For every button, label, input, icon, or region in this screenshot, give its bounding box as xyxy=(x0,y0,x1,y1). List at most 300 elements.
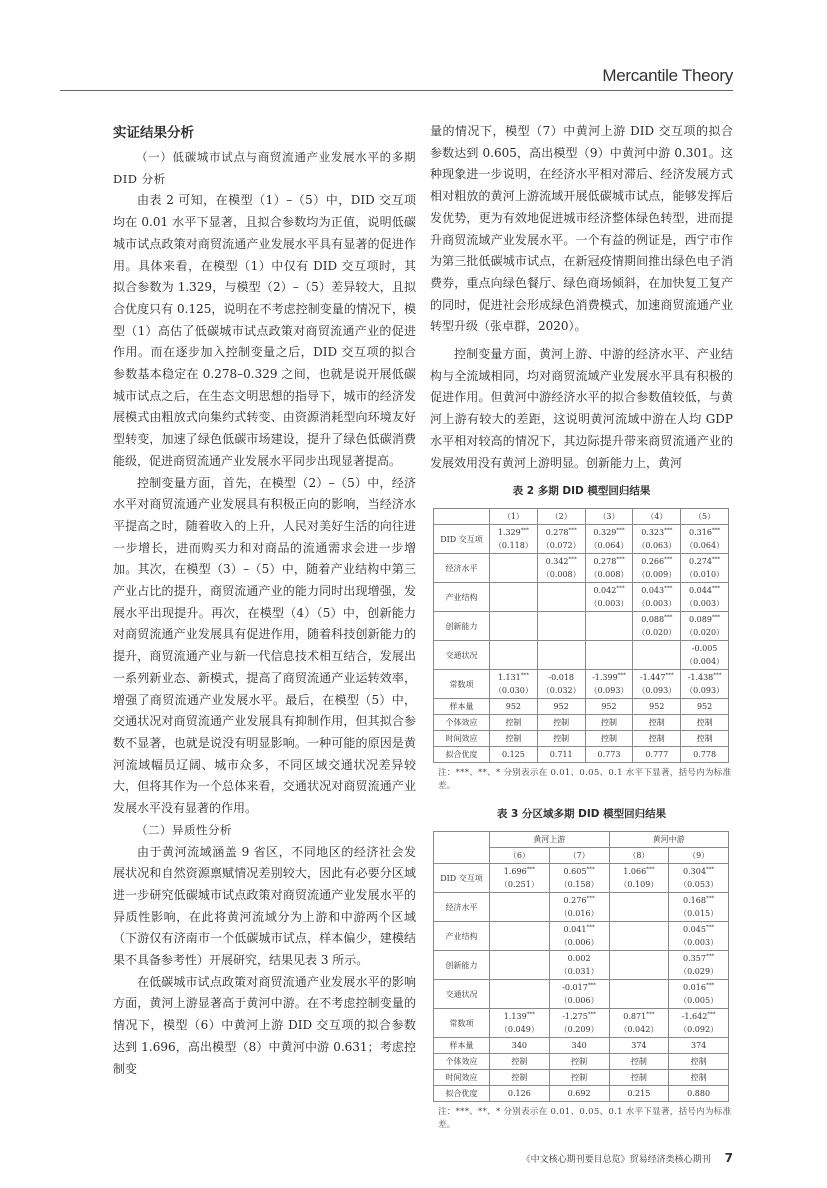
header-corner xyxy=(434,832,490,864)
significance-stars: *** xyxy=(707,1011,716,1018)
row-label: 产业结构 xyxy=(434,922,490,951)
standard-error: （0.093） xyxy=(685,686,725,696)
se-line xyxy=(670,965,727,978)
coef-value: 0.168 xyxy=(683,896,706,906)
stat-cell: 控制 xyxy=(669,1054,729,1070)
significance-stars: *** xyxy=(705,866,715,873)
significance-stars: *** xyxy=(616,527,625,534)
stat-cell: 控制 xyxy=(490,731,538,747)
coef-line xyxy=(539,526,584,539)
se-line xyxy=(587,568,632,581)
se-line xyxy=(682,655,727,668)
coef-cell xyxy=(490,980,550,1009)
coef-value: 0.044 xyxy=(689,586,712,596)
subheading-heterogeneity: （二）异质性分析 xyxy=(136,822,232,837)
se-line xyxy=(539,568,584,581)
se-line xyxy=(551,965,608,978)
standard-error: （0.158） xyxy=(559,880,599,890)
se-line xyxy=(539,684,584,697)
coef-cell xyxy=(549,922,609,951)
significance-stars: *** xyxy=(587,1011,597,1018)
coef-cell xyxy=(681,583,729,612)
significance-stars: *** xyxy=(616,585,625,592)
se-line xyxy=(491,878,548,891)
coef-cell xyxy=(609,980,669,1009)
subheading-multi-period-did: （一）低碳城市试点与商贸流通产业发展水平的多期 DID 分析 xyxy=(113,150,416,186)
table-row xyxy=(434,951,729,980)
se-line xyxy=(491,539,536,552)
stat-cell: 控制 xyxy=(633,731,681,747)
coef-value: -1.642 xyxy=(681,1012,708,1022)
significance-stars: *** xyxy=(664,527,673,534)
coef-cell xyxy=(490,864,550,893)
se-line xyxy=(634,684,679,697)
coef-line xyxy=(682,671,727,684)
table3 xyxy=(433,831,729,1102)
significance-stars: *** xyxy=(520,672,529,679)
coef-value: 0.016 xyxy=(683,983,706,993)
standard-error: （0.093） xyxy=(589,686,629,696)
group-header: 黄河上游 xyxy=(490,832,610,848)
standard-error: （0.020） xyxy=(685,628,725,638)
coef-cell xyxy=(585,525,633,554)
coef-line xyxy=(491,1010,548,1023)
coef-line xyxy=(587,584,632,597)
stat-cell: 340 xyxy=(549,1038,609,1054)
coef-cell xyxy=(490,583,538,612)
coef-value: 1.696 xyxy=(503,867,527,877)
row-label: 交通状况 xyxy=(434,980,490,1009)
coef-cell xyxy=(681,554,729,583)
coef-value: -0.005 xyxy=(691,644,718,654)
table-header-row xyxy=(434,509,729,525)
se-line xyxy=(539,539,584,552)
stat-cell: 0.125 xyxy=(490,747,538,763)
coef-cell xyxy=(490,612,538,641)
paragraph: 量的情况下，模型（7）中黄河上游 DID 交互项的拟合参数达到 0.605，高出模型（9）中黄河中游 0.301。这种现象进一步说明，在经济水平相对滞后、经济发展方式相对粗放的黄河上游流域开展低碳城市试点，能够发挥后发优势，更为有效地促进城市经济整体绿色转型，进而提升商贸流域产业发展水平。一个有益的例证是，西宁市作为第三批低碳城市试点，在新冠疫情期间推出绿色电子消费券，重点向绿色餐厅、绿色商场倾斜，在加快复工复产的同时，促进社会形成绿色消费模式，加速商贸流通产业转型升级（张卓群，2020）。 xyxy=(430,124,733,334)
row-label: DID 交互项 xyxy=(434,525,490,554)
table-row xyxy=(434,554,729,583)
significance-stars: *** xyxy=(665,672,674,679)
column-header: （3） xyxy=(585,509,633,525)
body-columns xyxy=(0,91,827,1132)
significance-stars: *** xyxy=(646,1011,655,1018)
se-line xyxy=(670,994,727,1007)
coef-line xyxy=(682,555,727,568)
table-row xyxy=(434,1070,729,1086)
se-line xyxy=(670,1023,727,1036)
significance-stars: *** xyxy=(526,1011,535,1018)
table-row xyxy=(434,747,729,763)
coef-line xyxy=(539,555,584,568)
se-line xyxy=(587,597,632,610)
coef-cell xyxy=(537,670,585,699)
coef-cell xyxy=(490,893,550,922)
coef-line xyxy=(682,642,727,655)
table2 xyxy=(433,508,729,763)
table-row xyxy=(434,922,729,951)
stat-cell: 0.777 xyxy=(633,747,681,763)
left-column xyxy=(113,121,416,1080)
coef-cell xyxy=(633,583,681,612)
coef-cell xyxy=(585,554,633,583)
coef-value: 1.131 xyxy=(497,673,521,683)
coef-value: 0.089 xyxy=(689,615,712,625)
column-header: （4） xyxy=(633,509,681,525)
se-line xyxy=(551,878,608,891)
coef-cell xyxy=(609,1009,669,1038)
row-label: DID 交互项 xyxy=(434,864,490,893)
se-line xyxy=(670,878,727,891)
se-line xyxy=(611,878,668,891)
se-line xyxy=(634,568,679,581)
standard-error: （0.053） xyxy=(679,880,719,890)
standard-error: （0.015） xyxy=(679,909,719,919)
significance-stars: *** xyxy=(705,953,715,960)
stat-cell: 控制 xyxy=(490,1070,550,1086)
coef-cell xyxy=(633,554,681,583)
coef-value: 1.329 xyxy=(497,528,521,538)
coef-line xyxy=(682,613,727,626)
coef-line xyxy=(587,555,632,568)
significance-stars: *** xyxy=(616,556,625,563)
coef-line xyxy=(634,613,679,626)
coef-line xyxy=(551,923,608,936)
coef-line xyxy=(670,923,727,936)
row-label: 创新能力 xyxy=(434,612,490,641)
header-corner xyxy=(434,509,490,525)
standard-error: （0.003） xyxy=(637,599,677,609)
page-footer xyxy=(0,1150,733,1168)
row-label: 个体效应 xyxy=(434,1054,490,1070)
coef-value: 0.304 xyxy=(683,867,706,877)
coef-value: -1.447 xyxy=(639,673,666,683)
row-label: 样本量 xyxy=(434,699,490,715)
coef-cell xyxy=(490,554,538,583)
standard-error: （0.092） xyxy=(679,1025,719,1035)
coef-line xyxy=(491,671,536,684)
paragraph: 控制变量方面，首先，在模型（2）–（5）中，经济水平对商贸流通产业发展具有积极正向的影响，当经济水平提高之时，随着收入的上升，人民对美好生活的向往进一步增长，进而购买力和对商品的流通需求会进一步增加。其次，在模型（3）–（5）中，随着产业结构中第三产业占比的提升，商贸流通产业的能力同时出现增强，发展水平出现提升。再次，在模型（4）（5）中，创新能力对商贸流通产业发展具有促进作用，随着科技创新能力的提升，商贸流通产业与新一代信息技术相互结合，发展出一系列新业态、新模式，提高了商贸流通产业运转效率，增强了商贸流通产业发展水平。最后，在模型（5）中，交通状况对商贸流通产业发展具有抑制作用，但其拟合参数不显著，也就是说没有明显影响。一种可能的原因是黄河流域幅员辽阔、城市众多，不同区域交通状况差异较大，但将其作为一个总体来看，交通状况对商贸流通产业发展水平没有显著的作用。 xyxy=(113,475,416,816)
coef-cell xyxy=(490,670,538,699)
coef-cell xyxy=(537,641,585,670)
row-label: 经济水平 xyxy=(434,893,490,922)
table2-title: 表 2 多期 DID 模型回归结果 xyxy=(512,485,651,498)
coef-line xyxy=(670,894,727,907)
coef-line xyxy=(670,952,727,965)
coef-line xyxy=(670,1010,727,1023)
coef-line xyxy=(634,584,679,597)
standard-error: （0.042） xyxy=(619,1025,659,1035)
coef-cell xyxy=(549,951,609,980)
stat-cell: 374 xyxy=(669,1038,729,1054)
coef-line xyxy=(634,555,679,568)
coef-value: 0.605 xyxy=(563,867,587,877)
coef-line xyxy=(634,671,679,684)
se-line xyxy=(682,684,727,697)
significance-stars: *** xyxy=(711,527,721,534)
coef-cell xyxy=(609,893,669,922)
coef-cell xyxy=(681,525,729,554)
standard-error: （0.049） xyxy=(499,1025,539,1035)
coef-value: 0.278 xyxy=(545,528,569,538)
coef-line xyxy=(634,526,679,539)
table-row xyxy=(434,699,729,715)
standard-error: （0.004） xyxy=(685,657,725,667)
row-label: 创新能力 xyxy=(434,951,490,980)
significance-stars: *** xyxy=(586,924,595,931)
significance-stars: *** xyxy=(617,672,626,679)
significance-stars: *** xyxy=(705,982,715,989)
column-header: （7） xyxy=(549,848,609,864)
stat-cell: 0.711 xyxy=(537,747,585,763)
coef-cell xyxy=(549,864,609,893)
stat-cell: 控制 xyxy=(681,731,729,747)
coef-line xyxy=(587,671,632,684)
se-line xyxy=(634,597,679,610)
significance-stars: *** xyxy=(586,895,595,902)
page-header xyxy=(0,0,827,91)
coef-value: 0.002 xyxy=(567,954,591,964)
standard-error: （0.008） xyxy=(541,570,581,580)
stat-cell: 0.880 xyxy=(669,1086,729,1102)
coef-cell xyxy=(549,1009,609,1038)
significance-stars: *** xyxy=(646,866,655,873)
coef-line xyxy=(539,671,584,684)
significance-stars: *** xyxy=(664,614,673,621)
coef-line xyxy=(670,865,727,878)
se-line xyxy=(634,539,679,552)
coef-value: 0.342 xyxy=(545,557,569,567)
standard-error: （0.032） xyxy=(541,686,581,696)
coef-value: 0.045 xyxy=(683,925,706,935)
column-header: （2） xyxy=(537,509,585,525)
coef-cell xyxy=(633,525,681,554)
se-line xyxy=(587,539,632,552)
se-line xyxy=(551,936,608,949)
row-label: 拟合优度 xyxy=(434,1086,490,1102)
row-label: 拟合优度 xyxy=(434,747,490,763)
column-header: （1） xyxy=(490,509,538,525)
coef-cell xyxy=(490,951,550,980)
table-row xyxy=(434,864,729,893)
coef-cell xyxy=(669,1009,729,1038)
paragraph: 由于黄河流域涵盖 9 省区，不同地区的经济社会发展状况和自然资源禀赋情况差别较大，因此有必要分区域进一步研究低碳城市试点政策对商贸流通产业发展水平的异质性影响，在此将黄河流域分为上游和中游两个区域（下游仅有济南市一个低碳城市试点，样本偏少，建模结果不具备参考性）开展研究，结果见表 3 所示。 xyxy=(113,844,416,968)
column-header: （8） xyxy=(609,848,669,864)
stat-cell: 控制 xyxy=(490,1054,550,1070)
group-header: 黄河中游 xyxy=(609,832,729,848)
se-line xyxy=(551,1023,608,1036)
standard-error: （0.064） xyxy=(685,541,725,551)
standard-error: （0.008） xyxy=(589,570,629,580)
coef-line xyxy=(611,1010,668,1023)
coef-value: 0.043 xyxy=(641,586,665,596)
coef-line xyxy=(551,952,608,965)
table-row xyxy=(434,1009,729,1038)
column-header: （5） xyxy=(681,509,729,525)
coef-cell xyxy=(549,980,609,1009)
coef-value: 0.274 xyxy=(689,557,712,567)
table-row xyxy=(434,1054,729,1070)
section-title: 实证结果分析 xyxy=(113,125,194,141)
stat-cell: 952 xyxy=(633,699,681,715)
stat-cell: 952 xyxy=(585,699,633,715)
coef-cell xyxy=(633,612,681,641)
paragraph: 在低碳城市试点政策对商贸流通产业发展水平的影响方面，黄河上游显著高于黄河中游。在不考虑控制变量的情况下，模型（6）中黄河上游 DID 交互项的拟合参数达到 1.696，高出模型（8）中黄河中游 0.631；考虑控制变 xyxy=(113,974,416,1076)
standard-error: （0.029） xyxy=(679,967,719,977)
se-line xyxy=(682,597,727,610)
column-header: （6） xyxy=(490,848,550,864)
coef-cell xyxy=(537,612,585,641)
se-line xyxy=(634,626,679,639)
coef-value: 0.278 xyxy=(593,557,617,567)
coef-value: 0.041 xyxy=(563,925,587,935)
coef-value: -0.018 xyxy=(548,673,574,683)
significance-stars: *** xyxy=(705,924,715,931)
coef-cell xyxy=(669,893,729,922)
coef-cell xyxy=(549,893,609,922)
standard-error: （0.020） xyxy=(637,628,677,638)
significance-stars: *** xyxy=(568,556,577,563)
standard-error: （0.009） xyxy=(637,570,677,580)
row-label: 常数项 xyxy=(434,1009,490,1038)
stat-cell: 0.692 xyxy=(549,1086,609,1102)
stat-cell: 控制 xyxy=(549,1070,609,1086)
coef-cell xyxy=(633,670,681,699)
se-line xyxy=(611,1023,668,1036)
coef-cell xyxy=(669,951,729,980)
stat-cell: 控制 xyxy=(549,1054,609,1070)
coef-line xyxy=(551,865,608,878)
coef-cell xyxy=(585,670,633,699)
se-line xyxy=(551,994,608,1007)
coef-line xyxy=(491,865,548,878)
row-label: 个体效应 xyxy=(434,715,490,731)
table-row xyxy=(434,641,729,670)
coef-value: -0.017 xyxy=(562,983,588,993)
footer-journal-index: 《中文核心期刊要目总览》贸易经济类核心期刊 xyxy=(521,1155,711,1166)
se-line xyxy=(551,907,608,920)
standard-error: （0.003） xyxy=(589,599,629,609)
coef-line xyxy=(587,526,632,539)
coef-cell xyxy=(681,641,729,670)
coef-value: 1.139 xyxy=(503,1012,527,1022)
coef-cell xyxy=(681,670,729,699)
table-row xyxy=(434,715,729,731)
paragraph: 控制变量方面，黄河上游、中游的经济水平、产业结构与全流域相同，均对商贸流域产业发展水平具有积极的促进作用。但黄河中游经济水平的拟合参数值较低，与黄河上游有较大的差距，这说明黄河流域中游在人均 GDP 水平相对较高的情况下，其边际提升带来商贸流通产业的发展效用没有黄河上游明显。创新能力上，黄河 xyxy=(430,347,733,470)
coef-value: 1.066 xyxy=(623,867,647,877)
table3-title: 表 3 分区域多期 DID 模型回归结果 xyxy=(496,808,667,821)
stat-cell: 控制 xyxy=(537,715,585,731)
coef-cell xyxy=(585,612,633,641)
standard-error: （0.093） xyxy=(637,686,677,696)
stat-cell: 952 xyxy=(681,699,729,715)
se-line xyxy=(682,626,727,639)
standard-error: （0.030） xyxy=(493,686,533,696)
standard-error: （0.031） xyxy=(559,967,599,977)
coef-cell xyxy=(669,980,729,1009)
standard-error: （0.016） xyxy=(559,909,599,919)
coef-value: 0.316 xyxy=(689,528,712,538)
significance-stars: *** xyxy=(705,895,715,902)
standard-error: （0.006） xyxy=(559,996,599,1006)
column-header: （9） xyxy=(669,848,729,864)
coef-cell xyxy=(669,864,729,893)
stat-cell: 控制 xyxy=(681,715,729,731)
coef-line xyxy=(551,894,608,907)
coef-line xyxy=(551,981,608,994)
coef-cell xyxy=(609,951,669,980)
coef-value: 0.088 xyxy=(641,615,665,625)
table-group-row xyxy=(434,832,729,848)
se-line xyxy=(670,907,727,920)
coef-value: 0.871 xyxy=(623,1012,647,1022)
se-line xyxy=(587,684,632,697)
stat-cell: 控制 xyxy=(537,731,585,747)
table3-note: 注：***、**、* 分别表示在 0.01、0.05、0.1 水平下显著，括号内为标准差。 xyxy=(438,1107,732,1131)
coef-value: -1.438 xyxy=(687,673,714,683)
table-row xyxy=(434,612,729,641)
row-label: 时间效应 xyxy=(434,1070,490,1086)
se-line xyxy=(682,539,727,552)
stat-cell: 控制 xyxy=(585,715,633,731)
table2-note: 注：***、**、* 分别表示在 0.01、0.05、0.1 水平下显著，括号内为标准差。 xyxy=(438,768,732,792)
row-label: 经济水平 xyxy=(434,554,490,583)
stat-cell: 952 xyxy=(537,699,585,715)
standard-error: （0.005） xyxy=(679,996,719,1006)
page-number: 7 xyxy=(724,1151,733,1166)
stat-cell: 控制 xyxy=(585,731,633,747)
coef-cell xyxy=(609,922,669,951)
coef-line xyxy=(551,1010,608,1023)
significance-stars: *** xyxy=(713,672,722,679)
standard-error: （0.118） xyxy=(493,541,533,551)
stat-cell: 0.126 xyxy=(490,1086,550,1102)
significance-stars: *** xyxy=(586,866,595,873)
stat-cell: 控制 xyxy=(669,1070,729,1086)
row-label: 常数项 xyxy=(434,670,490,699)
coef-value: 0.357 xyxy=(683,954,706,964)
significance-stars: *** xyxy=(711,614,721,621)
right-column xyxy=(430,121,733,1132)
significance-stars: *** xyxy=(520,527,529,534)
stat-cell: 控制 xyxy=(633,715,681,731)
significance-stars: *** xyxy=(526,866,535,873)
journal-title: Mercantile Theory xyxy=(602,66,733,85)
table-row xyxy=(434,525,729,554)
se-line xyxy=(670,936,727,949)
coef-cell xyxy=(585,641,633,670)
standard-error: （0.064） xyxy=(589,541,629,551)
row-label: 样本量 xyxy=(434,1038,490,1054)
standard-error: （0.072） xyxy=(541,541,581,551)
table-row xyxy=(434,731,729,747)
coef-cell xyxy=(609,864,669,893)
stat-cell: 0.778 xyxy=(681,747,729,763)
coef-line xyxy=(611,865,668,878)
row-label: 时间效应 xyxy=(434,731,490,747)
coef-value: 0.323 xyxy=(641,528,665,538)
coef-value: 0.329 xyxy=(593,528,617,538)
coef-cell xyxy=(490,525,538,554)
stat-cell: 0.215 xyxy=(609,1086,669,1102)
se-line xyxy=(682,568,727,581)
stat-cell: 控制 xyxy=(609,1054,669,1070)
stat-cell: 0.773 xyxy=(585,747,633,763)
stat-cell: 952 xyxy=(490,699,538,715)
significance-stars: *** xyxy=(711,556,721,563)
coef-cell xyxy=(490,922,550,951)
standard-error: （0.003） xyxy=(679,938,719,948)
